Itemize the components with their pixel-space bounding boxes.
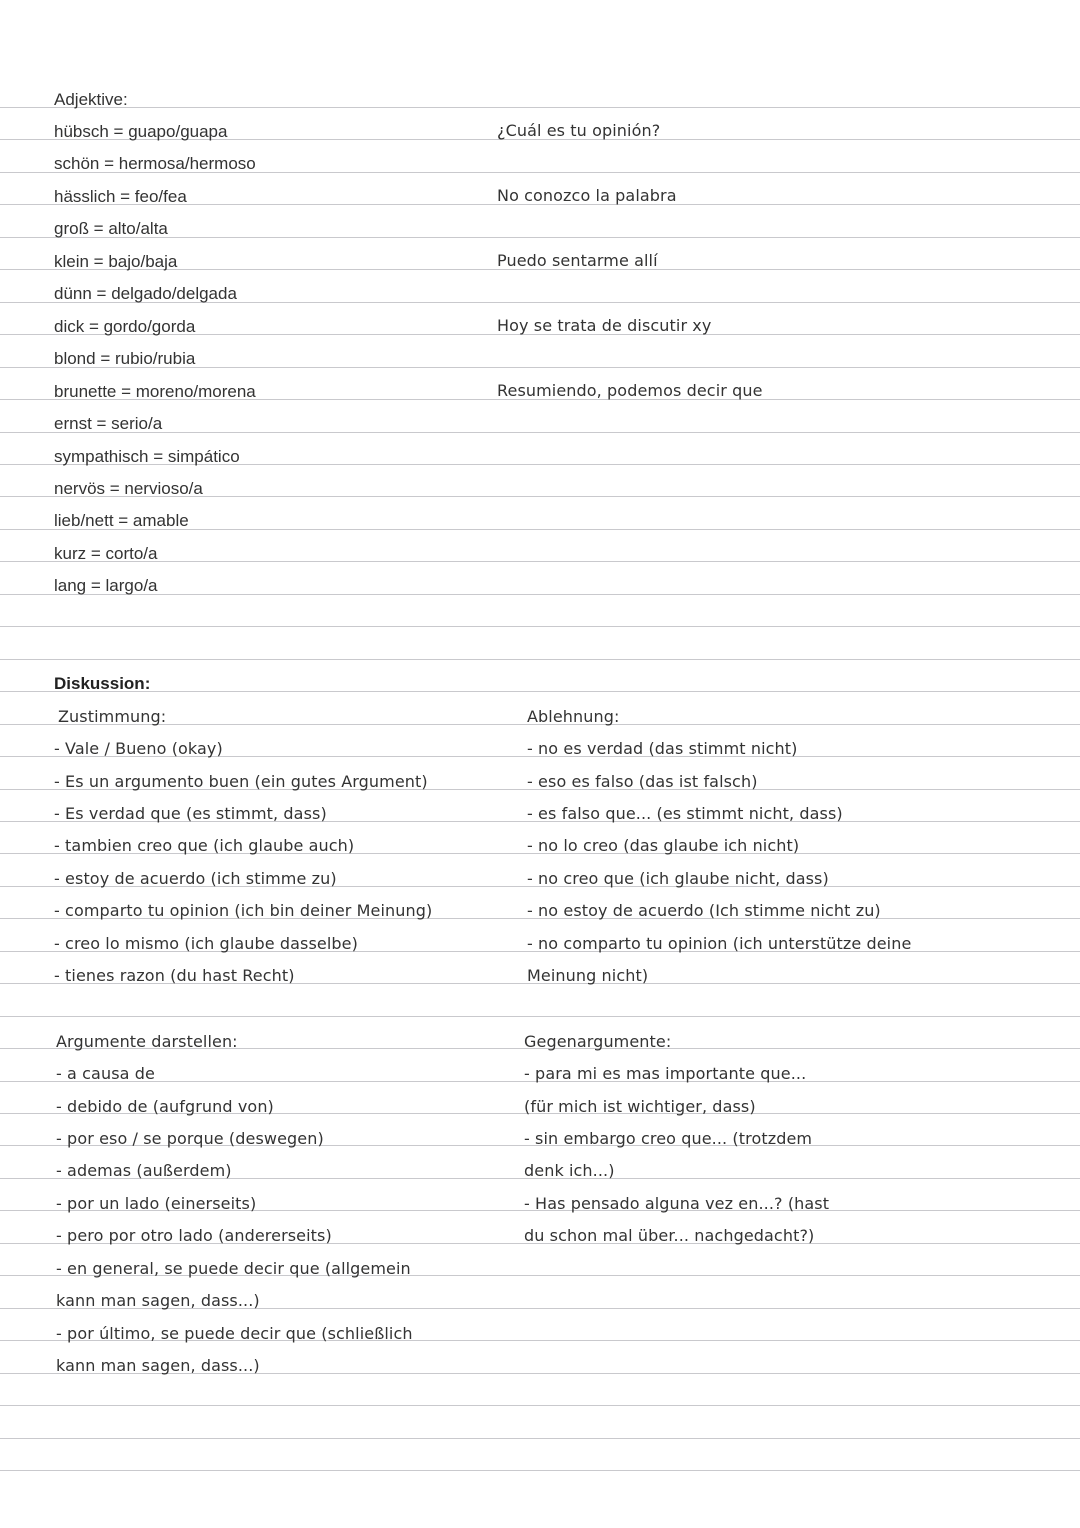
adjective-entry: hässlich = feo/fea (54, 186, 187, 206)
agreement-entry: - estoy de acuerdo (ich stimme zu) (54, 868, 337, 888)
agreement-entry: - tambien creo que (ich glaube auch) (54, 836, 355, 856)
adjective-entry: blond = rubio/rubia (54, 349, 196, 369)
adjective-entry: nervös = nervioso/a (54, 479, 203, 498)
ruled-line (0, 1470, 1080, 1471)
agreement-entry: - Es verdad que (es stimmt, dass) (54, 803, 327, 823)
ruled-line (0, 659, 1080, 660)
adjective-entry: klein = bajo/baja (54, 251, 178, 271)
adjective-entry: schön = hermosa/hermoso (54, 154, 256, 174)
adjective-entry: kurz = corto/a (54, 543, 158, 563)
arguments-heading: Argumente darstellen: (56, 1032, 238, 1051)
agreement-entry: - tienes razon (du hast Recht) (54, 966, 295, 986)
counterargument-entry: - para mi es mas importante que... (524, 1064, 807, 1083)
counterargument-entry: - sin embargo creo que... (trotzdem (524, 1128, 813, 1148)
rejection-entry: - es falso que... (es stimmt nicht, dass) (527, 803, 843, 823)
argument-entry: - debido de (aufgrund von) (56, 1096, 274, 1116)
argument-entry: - ademas (außerdem) (56, 1161, 232, 1181)
rejection-entry: - no creo que (ich glaube nicht, dass) (527, 868, 829, 888)
adjectives-heading: Adjektive: (54, 90, 128, 109)
counterargument-entry: (für mich ist wichtiger, dass) (524, 1096, 756, 1116)
rejection-entry: - eso es falso (das ist falsch) (527, 771, 758, 791)
adjective-entry: groß = alto/alta (54, 219, 168, 239)
agreement-heading: Zustimmung: (58, 707, 167, 726)
counterarguments-heading: Gegenargumente: (524, 1032, 672, 1051)
counterargument-entry: du schon mal über... nachgedacht?) (524, 1226, 815, 1246)
adjective-entry: hübsch = guapo/guapa (54, 122, 228, 141)
argument-entry: - pero por otro lado (andererseits) (56, 1226, 332, 1246)
adjective-entry: lieb/nett = amable (54, 511, 189, 531)
discussion-heading: Diskussion: (54, 674, 151, 693)
agreement-entry: - Vale / Bueno (okay) (54, 739, 223, 758)
adjective-entry: brunette = moreno/morena (54, 381, 256, 401)
ruled-line (0, 107, 1080, 108)
ruled-line (0, 626, 1080, 627)
ruled-line (0, 594, 1080, 595)
argument-entry: - en general, se puede decir que (allgemein (56, 1258, 411, 1278)
counterargument-entry: denk ich...) (524, 1161, 615, 1181)
rejection-entry: Meinung nicht) (527, 966, 649, 986)
rejection-entry: - no es verdad (das stimmt nicht) (527, 739, 798, 758)
adjective-entry: lang = largo/a (54, 576, 158, 596)
adjective-entry: ernst = serio/a (54, 414, 163, 434)
phrase-entry: Puedo sentarme allí (497, 250, 658, 270)
ruled-line (0, 1438, 1080, 1439)
counterargument-entry: - Has pensado alguna vez en...? (hast (524, 1193, 830, 1213)
ruled-line (0, 1016, 1080, 1017)
phrase-entry: No conozco la palabra (497, 185, 677, 205)
phrase-entry: ¿Cuál es tu opinión? (497, 121, 661, 140)
rejection-entry: - no estoy de acuerdo (Ich stimme nicht zu) (527, 901, 881, 921)
ruled-line (0, 1405, 1080, 1406)
argument-entry: kann man sagen, dass...) (56, 1291, 260, 1311)
argument-entry: kann man sagen, dass...) (56, 1356, 260, 1375)
ruled-line (0, 561, 1080, 562)
argument-entry: - a causa de (56, 1064, 155, 1083)
agreement-entry: - comparto tu opinion (ich bin deiner Meinung) (54, 901, 433, 921)
adjective-entry: sympathisch = simpático (54, 446, 240, 466)
argument-entry: - por eso / se porque (deswegen) (56, 1128, 324, 1148)
ruled-line (0, 691, 1080, 692)
phrase-entry: Resumiendo, podemos decir que (497, 380, 763, 400)
argument-entry: - por un lado (einerseits) (56, 1193, 257, 1213)
phrase-entry: Hoy se trata de discutir xy (497, 315, 712, 335)
adjective-entry: dick = gordo/gorda (54, 316, 196, 336)
adjective-entry: dünn = delgado/delgada (54, 284, 237, 304)
rejection-entry: - no comparto tu opinion (ich unterstütze deine (527, 933, 912, 953)
agreement-entry: - Es un argumento buen (ein gutes Argument) (54, 771, 428, 791)
argument-entry: - por último, se puede decir que (schließlich (56, 1323, 413, 1343)
agreement-entry: - creo lo mismo (ich glaube dasselbe) (54, 933, 358, 953)
rejection-heading: Ablehnung: (527, 707, 620, 726)
rejection-entry: - no lo creo (das glaube ich nicht) (527, 836, 800, 856)
